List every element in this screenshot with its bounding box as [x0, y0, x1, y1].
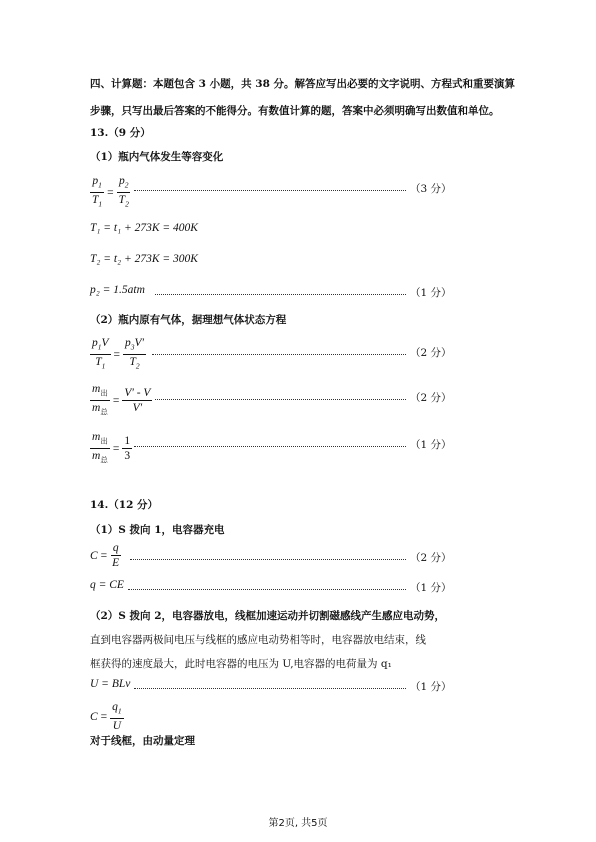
dotted-leader — [134, 190, 406, 191]
q13-charles-law-equation: $\frac{p_1}{T_1}$ = $\frac{p_2}{T_2}$ — [92, 175, 129, 209]
q13-part2-heading: （2）瓶内原有气体，据理想气体状态方程 — [90, 314, 287, 326]
section-header-line2: 步骤，只写出最后答案的不能得分。有数值计算的题，答案中必须明确写出数值和单位。 — [90, 105, 500, 117]
dotted-leader — [134, 688, 406, 689]
q14-voltage-score: （1 分） — [410, 681, 452, 693]
page-number-footer: 第2页, 共5页 — [268, 818, 328, 829]
q14-eq1-score: （2 分） — [410, 552, 452, 564]
q13-eq3-score: （2 分） — [410, 392, 452, 404]
q13-eq2-score: （2 分） — [410, 347, 452, 359]
q13-t2-equation: T₂ = t₂ + 273K = 300K — [90, 253, 198, 265]
q13-p2-equation: p₂ = 1.5atm — [90, 284, 145, 296]
q13-gas-state-equation: $\frac{p_1V}{T_1}$ = $\frac{p_3V'}{T_2}$ — [92, 337, 145, 371]
q13-t1-equation: T₁ = t₁ + 273K = 400K — [90, 222, 198, 234]
q14-part2-line2: 直到电容器两极间电压与线框的感应电动势相等时，电容器放电结束，线 — [90, 634, 426, 646]
q13-eq1-score: （3 分） — [410, 183, 452, 195]
dotted-leader — [134, 446, 406, 447]
dotted-leader — [128, 589, 406, 590]
q13-mass-ratio-result: $\frac{m_出}{m_总}$ = $\frac{1}{3}$ — [92, 431, 131, 465]
q14-charge-equation: q = CE — [90, 579, 124, 591]
dotted-leader — [152, 354, 406, 355]
q14-capacitance-equation: C = $\frac{q}{E}$ — [90, 542, 120, 569]
dotted-leader — [155, 399, 406, 400]
q14-part1-heading: （1）S 拨向 1，电容器充电 — [90, 524, 225, 536]
q14-capacitance-q1-equation: C = $\frac{q_1}{U}$ — [90, 701, 122, 733]
q13-part1-heading: （1）瓶内气体发生等容变化 — [90, 151, 224, 163]
section-header-line1: 四、计算题：本题包含 3 小题，共 38 分。解答应写出必要的文字说明、方程式和重要演算 — [90, 78, 516, 90]
q14-momentum-text: 对于线框，由动量定理 — [90, 735, 195, 747]
dotted-leader — [130, 559, 406, 560]
q13-title: 13.（9 分） — [90, 127, 151, 139]
q14-voltage-equation: U = BLv — [90, 678, 131, 690]
q13-eq4-score: （1 分） — [410, 439, 452, 451]
q13-mass-ratio-equation: $\frac{m_出}{m_总}$ = $\frac{V' - V}{V'}$ — [92, 383, 151, 417]
dotted-leader — [155, 294, 406, 295]
q14-charge-score: （1 分） — [410, 582, 452, 594]
q14-title: 14.（12 分） — [90, 499, 159, 511]
q14-part2-line3: 框获得的速度最大，此时电容器的电压为 U,电容器的电荷量为 q₁ — [90, 658, 392, 670]
q13-p2-score: （1 分） — [410, 287, 452, 299]
q14-part2-line1: （2）S 拨向 2，电容器放电，线框加速运动并切割磁感线产生感应电动势， — [90, 610, 446, 622]
